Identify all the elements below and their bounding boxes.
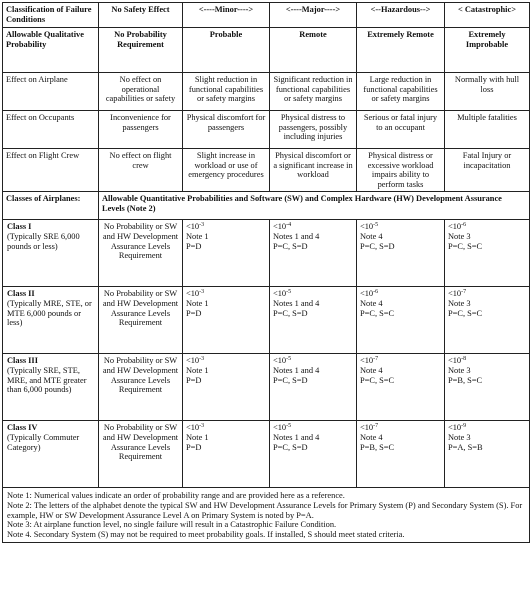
probability-value: $<10^{-7}$	[360, 423, 379, 433]
note-ref: Note 4	[360, 298, 383, 308]
probability-value: $<10^{-5}$	[273, 356, 292, 366]
assurance-levels: P=C, S=D	[273, 442, 308, 452]
class-row-2	[3, 287, 530, 354]
class-probability-cell	[357, 220, 445, 287]
probability-label: Allowable Qualitative Probability	[3, 28, 99, 73]
assurance-levels: P=C, S=C	[448, 308, 483, 318]
class-probability-cell	[183, 287, 270, 354]
class-no-safety-cell: No Probability or SW and HW Development Assurance Levels Requirement	[99, 287, 183, 354]
note-3: Note 3: At airplane function level, no single failure will result in a Catastrophic Failure Condition.	[7, 520, 337, 530]
effect-row-airplane	[3, 73, 530, 111]
effect-cell: Fatal Injury or incapacitation	[445, 149, 530, 192]
classes-header-row	[3, 192, 530, 220]
effect-cell: Serious or fatal injury to an occupant	[357, 111, 445, 149]
note-ref: Note 4	[360, 231, 383, 241]
probability-value: $<10^{-4}$	[273, 222, 292, 232]
class-label-cell	[3, 220, 99, 287]
header-major: <----Major---->	[270, 3, 357, 28]
class-probability-cell	[270, 354, 357, 421]
class-row-4	[3, 421, 530, 488]
probability-row	[3, 28, 530, 73]
class-row-1	[3, 220, 530, 287]
quantitative-probabilities-heading: Allowable Quantitative Probabilities and Software (SW) and Complex Hardware (HW) Development Assurance Levels (Note 2)	[99, 192, 530, 220]
prob-catastrophic: Extremely Improbable	[445, 28, 530, 73]
class-name: Class I	[7, 222, 32, 232]
effect-row-occupants	[3, 111, 530, 149]
note-ref: Notes 1 and 4	[273, 365, 320, 375]
probability-value: $<10^{-7}$	[360, 356, 379, 366]
effect-cell: Slight reduction in functional capabilities or safety margins	[183, 73, 270, 111]
effect-cell: Inconvenience for passengers	[99, 111, 183, 149]
note-ref: Note 3	[448, 432, 471, 442]
class-description: (Typically SRE 6,000 pounds or less)	[7, 231, 80, 251]
class-no-safety-cell: No Probability or SW and HW Development Assurance Levels Requirement	[99, 220, 183, 287]
class-label-cell	[3, 354, 99, 421]
class-probability-cell	[183, 421, 270, 488]
class-row-3	[3, 354, 530, 421]
note-ref: Note 1	[186, 432, 209, 442]
class-probability-cell	[445, 354, 530, 421]
assurance-levels: P=D	[186, 375, 202, 385]
note-4: Note 4. Secondary System (S) may not be required to meet probability goals. If installed, S should meet stated criteria.	[7, 529, 405, 539]
assurance-levels: P=D	[186, 241, 202, 251]
effect-cell: Significant reduction in functional capabilities or safety margins	[270, 73, 357, 111]
assurance-levels: P=C, S=D	[273, 308, 308, 318]
header-hazardous: <--Hazardous-->	[357, 3, 445, 28]
prob-no-safety-effect: No Probability Requirement	[99, 28, 183, 73]
note-ref: Note 3	[448, 365, 471, 375]
classification-label: Classification of Failure Conditions	[3, 3, 99, 28]
effect-cell: No effect on operational capabilities or safety	[99, 73, 183, 111]
effect-label: Effect on Flight Crew	[3, 149, 99, 192]
assurance-levels: P=C, S=D	[360, 241, 395, 251]
effect-cell: Physical discomfort or a significant increase in workload	[270, 149, 357, 192]
class-probability-cell	[183, 354, 270, 421]
effect-cell: Slight increase in workload or use of emergency procedures	[183, 149, 270, 192]
prob-minor: Probable	[183, 28, 270, 73]
probability-value: $<10^{-7}$	[448, 289, 467, 299]
class-label-cell	[3, 421, 99, 488]
effect-label: Effect on Occupants	[3, 111, 99, 149]
class-probability-cell	[270, 421, 357, 488]
note-ref: Note 3	[448, 298, 471, 308]
class-no-safety-cell: No Probability or SW and HW Development Assurance Levels Requirement	[99, 354, 183, 421]
probability-value: $<10^{-5}$	[273, 289, 292, 299]
probability-value: $<10^{-3}$	[186, 423, 205, 433]
probability-value: $<10^{-9}$	[448, 423, 467, 433]
effect-cell: Multiple fatalities	[445, 111, 530, 149]
probability-value: $<10^{-6}$	[360, 289, 379, 299]
note-ref: Note 1	[186, 231, 209, 241]
header-catastrophic: < Catastrophic>	[445, 3, 530, 28]
note-ref: Note 3	[448, 231, 471, 241]
effect-cell: No effect on flight crew	[99, 149, 183, 192]
prob-hazardous: Extremely Remote	[357, 28, 445, 73]
header-no-safety-effect: No Safety Effect	[99, 3, 183, 28]
class-name: Class IV	[7, 423, 38, 433]
probability-value: $<10^{-5}$	[273, 423, 292, 433]
note-ref: Note 1	[186, 365, 209, 375]
class-no-safety-cell: No Probability or SW and HW Development Assurance Levels Requirement	[99, 421, 183, 488]
assurance-levels: P=C, S=C	[360, 308, 395, 318]
class-probability-cell	[357, 287, 445, 354]
assurance-levels: P=C, S=C	[360, 375, 395, 385]
notes-row	[3, 488, 530, 543]
probability-value: $<10^{-5}$	[360, 222, 379, 232]
probability-value: $<10^{-8}$	[448, 356, 467, 366]
failure-conditions-table	[2, 2, 530, 543]
assurance-levels: P=C, S=C	[448, 241, 483, 251]
probability-value: $<10^{-3}$	[186, 222, 205, 232]
class-probability-cell	[270, 287, 357, 354]
effect-cell: Physical distress or excessive workload impairs ability to perform tasks	[357, 149, 445, 192]
effect-label: Effect on Airplane	[3, 73, 99, 111]
class-label-cell	[3, 287, 99, 354]
classification-header-row	[3, 3, 530, 28]
assurance-levels: P=C, S=D	[273, 241, 308, 251]
class-description: (Typically Commuter Category)	[7, 432, 80, 452]
header-minor: <----Minor---->	[183, 3, 270, 28]
effect-row-flight-crew	[3, 149, 530, 192]
class-description: (Typically MRE, STE, or MTE 6,000 pounds or less)	[7, 298, 92, 328]
effect-cell: Physical distress to passengers, possibly including injuries	[270, 111, 357, 149]
failure-conditions-document	[2, 2, 529, 543]
note-ref: Notes 1 and 4	[273, 231, 320, 241]
note-ref: Note 4	[360, 432, 383, 442]
note-2: Note 2: The letters of the alphabet denote the typical SW and HW Development Assurance Levels for Primary System (P) and Secondary System (S). For example, HW or SW Development Assurance Level A on Primary System is noted by P=A.	[7, 500, 523, 520]
notes-cell	[3, 488, 530, 543]
class-probability-cell	[357, 354, 445, 421]
effect-cell: Large reduction in functional capabilities or safety margins	[357, 73, 445, 111]
assurance-levels: P=A, S=B	[448, 442, 483, 452]
prob-major: Remote	[270, 28, 357, 73]
class-name: Class II	[7, 289, 35, 299]
effect-cell: Normally with hull loss	[445, 73, 530, 111]
class-probability-cell	[357, 421, 445, 488]
note-ref: Notes 1 and 4	[273, 432, 320, 442]
note-1: Note 1: Numerical values indicate an order of probability range and are provided here as a reference.	[7, 491, 345, 501]
probability-value: $<10^{-3}$	[186, 356, 205, 366]
class-probability-cell	[445, 421, 530, 488]
class-name: Class III	[7, 356, 38, 366]
probability-value: $<10^{-3}$	[186, 289, 205, 299]
class-probability-cell	[445, 287, 530, 354]
assurance-levels: P=D	[186, 308, 202, 318]
note-ref: Note 4	[360, 365, 383, 375]
class-probability-cell	[183, 220, 270, 287]
probability-value: $<10^{-6}$	[448, 222, 467, 232]
assurance-levels: P=B, S=C	[448, 375, 483, 385]
assurance-levels: P=D	[186, 442, 202, 452]
note-ref: Notes 1 and 4	[273, 298, 320, 308]
classes-of-airplanes-label: Classes of Airplanes:	[3, 192, 99, 220]
note-ref: Note 1	[186, 298, 209, 308]
class-probability-cell	[445, 220, 530, 287]
class-probability-cell	[270, 220, 357, 287]
effect-cell: Physical discomfort for passengers	[183, 111, 270, 149]
class-description: (Typically SRE, STE, MRE, and MTE greater than 6,000 pounds)	[7, 365, 87, 395]
assurance-levels: P=B, S=C	[360, 442, 395, 452]
assurance-levels: P=C, S=D	[273, 375, 308, 385]
